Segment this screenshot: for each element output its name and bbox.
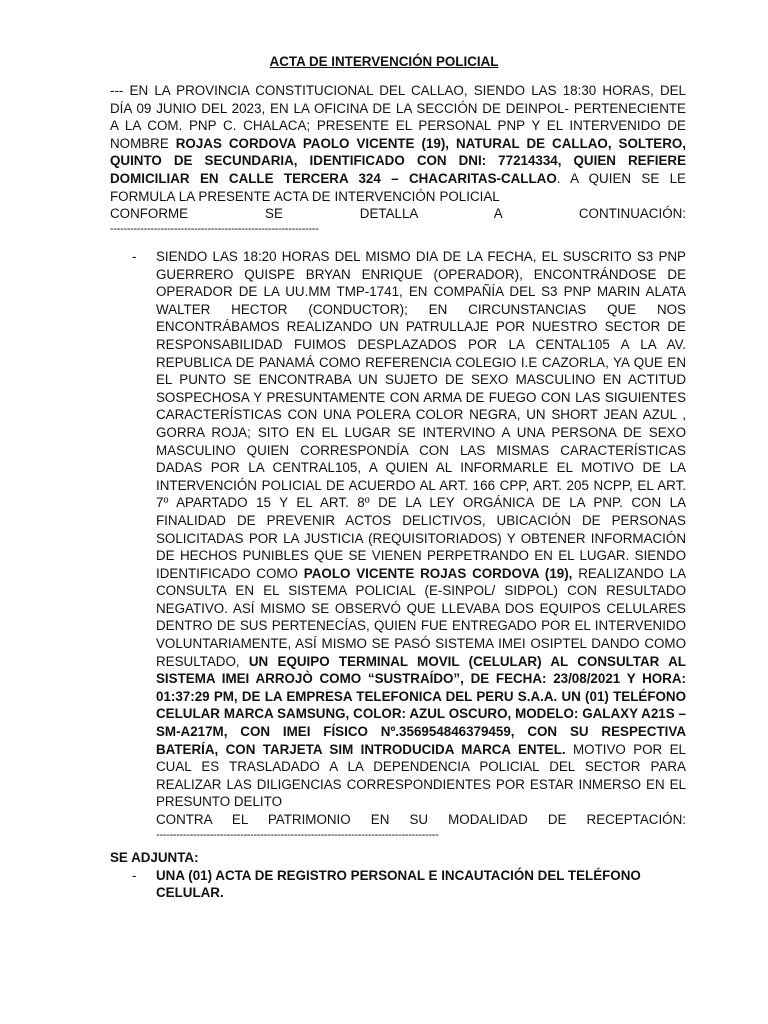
- intro-text-continued: . A QUIEN SE LE FORMULA LA PRESENTE ACTA DE INTERVENCIÓN POLICIAL: [110, 170, 686, 204]
- attachments-section: [110, 849, 686, 902]
- narrative-detainee-name: PAOLO VICENTE ROJAS CORDOVA (19),: [303, 565, 573, 581]
- narrative-text: [156, 248, 686, 841]
- intervention-narrative: [110, 248, 686, 841]
- narrative-part-2: REALIZANDO LA CONSULTA EN EL SISTEMA POLICIAL (E-SINPOL/ SIDPOL) CON RESULTADO NEGATIVO. ASÍ MISMO SE OBSERVÓ QUE LLEVABA DOS EQUIPOS CELULARES DENTRO DE SUS PERTENECÍAS, QUIEN FUE ENTREGADO POR EL INTERVENIDO VOLUNTARIAMENTE, ASÍ MISMO SE PASÓ SISTEMA IMEI OSIPTEL DANDO COMO RESULTADO,: [156, 565, 686, 669]
- list-item: [110, 867, 686, 902]
- narrative-part-3: MOTIVO POR EL CUAL ES TRASLADADO A LA DEPENDENCIA POLICIAL DEL SECTOR PARA REALIZAR LAS DILIGENCIAS CORRESPONDIENTES POR ESTAR INMERSO EN EL PRESUNTO DELITO: [156, 741, 686, 810]
- bullet-marker: -: [132, 249, 137, 264]
- narrative-device-details: UN EQUIPO TERMINAL MOVIL (CELULAR) AL CONSULTAR AL SISTEMA IMEI ARROJÒ COMO “SUSTRAÍDO”, DE FECHA: 23/08/2021 Y HORA: 01:37:29 PM, DE LA EMPRESA TELEFONICA DEL PERU S.A.A. UN (01) TELÉFONO CELULAR MARCA SAMSUNG, COLOR: AZUL OSCURO, MODELO: GALAXY A21S – SM-A217M, CON IMEI FÍSICO Nº.356954846379459, CON SU RESPECTIVA BATERÍA, CON TARJETA SIM INTRODUCIDA MARCA ENTEL.: [156, 653, 686, 757]
- intro-dashed-rule: --------------------------------------------------------------: [110, 222, 319, 235]
- intro-paragraph: [110, 82, 686, 235]
- intro-detainee-details: ROJAS CORDOVA PAOLO VICENTE (19), NATURAL DE CALLAO, SOLTERO, QUINTO DE SECUNDARIA, IDENTIFICADO CON DNI: 77214334, QUIEN REFIERE DOMICILIAR EN CALLE TERCERA 324 – CHACARITAS-CALLAO: [110, 135, 686, 186]
- narrative-part-1: SIENDO LAS 18:20 HORAS DEL MISMO DIA DE LA FECHA, EL SUSCRITO S3 PNP GUERRERO QUISPE BRYAN ENRIQUE (OPERADOR), ENCONTRÁNDOSE DE OPERADOR DE LA UU.MM TMP-1741, EN COMPAÑÍA DEL S3 PNP MARIN ALATA WALTER HECTOR (CONDUCTOR); EN CIRCUNSTANCIAS QUE NOS ENCONTRÁBAMOS REALIZANDO UN PATRULLAJE POR NUESTRO SECTOR DE RESPONSABILIDAD FUIMOS DESPLAZADOS POR LA CENTAL105 A LA AV. REPUBLICA DE PANAMÁ COMO REFERENCIA COLEGIO I.E CAZORLA, YA QUE EN EL PUNTO SE ENCONTRABA UN SUJETO DE SEXO MASCULINO EN ACTITUD SOSPECHOSA Y PRESUNTAMENTE CON ARMA DE FUEGO CON LAS SIGUIENTES CARACTERÍSTICAS CON UNA POLERA COLOR NEGRA, UN SHORT JEAN AZUL , GORRA ROJA; SITO EN EL LUGAR SE INTERVINO A UNA PERSONA DE SEXO MASCULINO QUIEN CORRESPONDÍA CON LAS MISMAS CARACTERÍSTICAS DADAS POR LA CENTRAL105, A QUIEN AL INFORMARLE EL MOTIVO DE LA INTERVENCIÓN POLICIAL DE ACUERDO AL ART. 166 CPP, ART. 205 NCPP, EL ART. 7º APARTADO 15 Y EL ART. 8º DE LA LEY ORGÁNICA DE LA PNP. CON LA FINALIDAD DE PREVENIR ACTOS DELICTIVOS, UBICACIÓN DE PERSONAS SOLICITADAS POR LA JUSTICIA (REQUISITORIADOS) Y OBTENER INFORMACIÓN DE HECHOS PUNIBLES QUE SE VIENEN PERPETRANDO EN EL LUGAR. SIENDO IDENTIFICADO COMO: [156, 249, 686, 581]
- narrative-dashed-rule: ------------------------------------------------------------------------------------: [156, 828, 439, 841]
- intro-last-line: CONFORME SE DETALLA A CONTINUACIÓN:: [110, 206, 686, 222]
- bullet-marker: -: [132, 867, 137, 883]
- document-title: ACTA DE INTERVENCIÓN POLICIAL: [269, 54, 499, 69]
- narrative-last-line: CONTRA EL PATRIMONIO EN SU MODALIDAD DE RECEPTACIÓN:: [156, 812, 686, 827]
- list-item: [110, 248, 686, 841]
- attachment-item-text: UNA (01) ACTA DE REGISTRO PERSONAL E INCAUTACIÓN DEL TELÉFONO CELULAR.: [156, 867, 641, 901]
- attachments-heading: SE ADJUNTA:: [110, 850, 199, 865]
- intro-text: --- EN LA PROVINCIA CONSTITUCIONAL DEL CALLAO, SIENDO LAS 18:30 HORAS, DEL DÍA 09 JUNIO DEL 2023, EN LA OFICINA DE LA SECCIÓN DE DEINPOL- PERTENECIENTE A LA COM. PNP C. CHALACA; PRESENTE EL PERSONAL PNP Y EL INTERVENIDO DE NOMBRE: [110, 83, 686, 151]
